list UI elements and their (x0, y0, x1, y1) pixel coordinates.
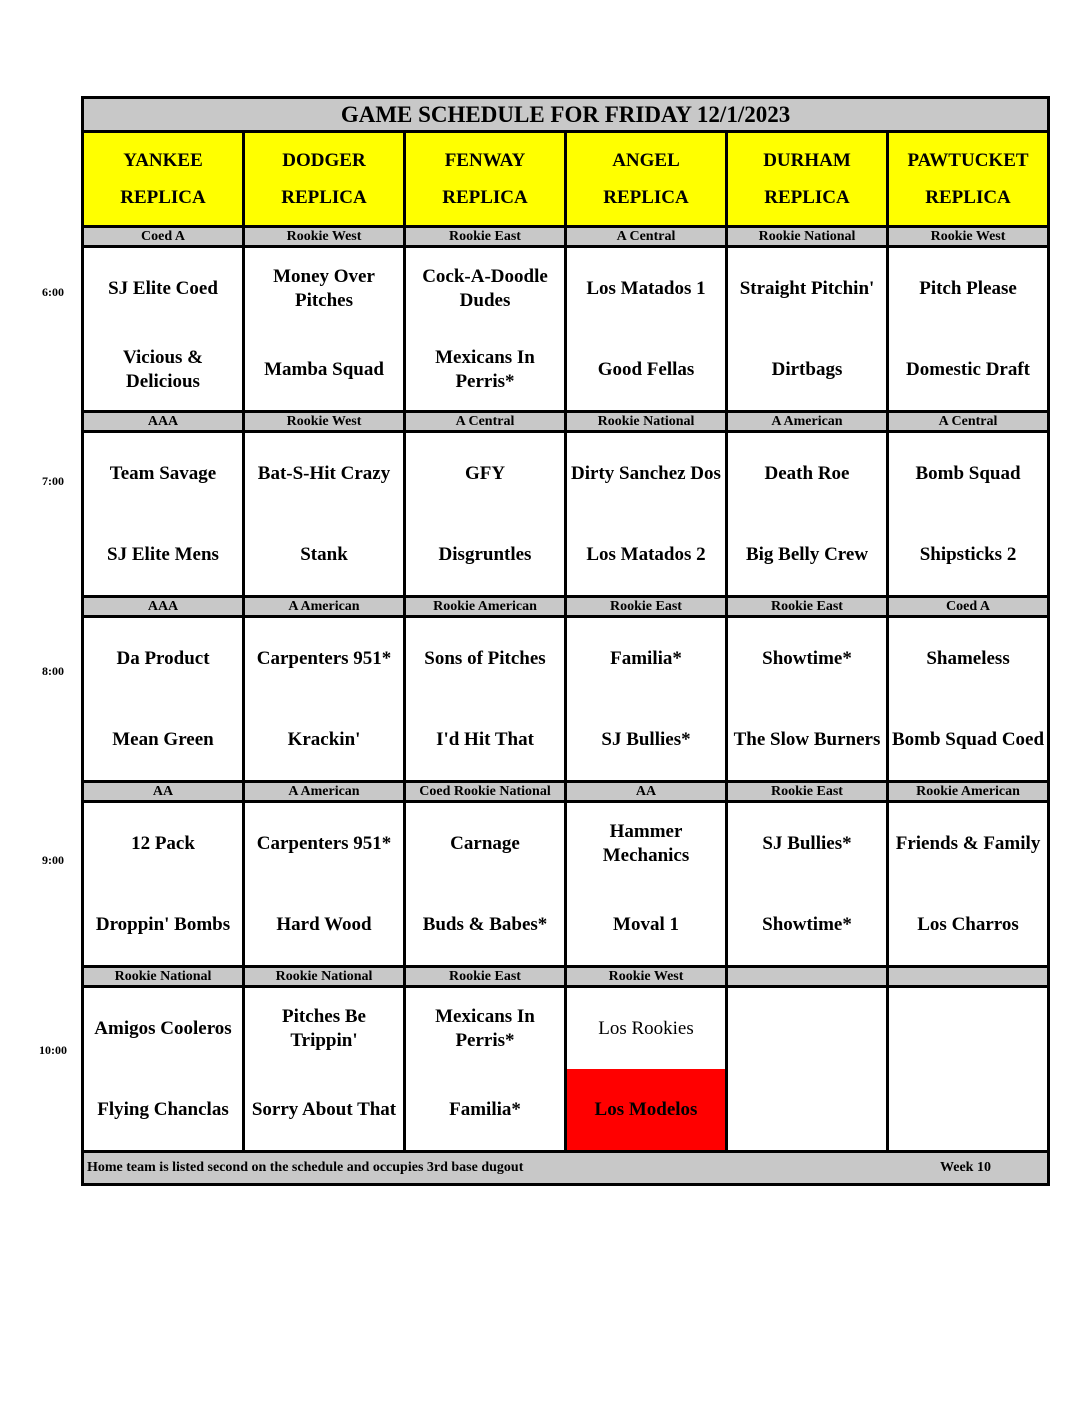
league-label: AA (83, 782, 244, 802)
game-cell (244, 432, 405, 597)
game-cell (727, 617, 888, 782)
home-team: Domestic Draft (906, 358, 1031, 380)
game-cell (566, 802, 727, 967)
field-header (405, 132, 566, 227)
away-team: Straight Pitchin' (739, 277, 875, 299)
league-label: Rookie East (405, 967, 566, 987)
away-team: Los Rookies (598, 1017, 694, 1039)
league-label: Rookie East (405, 227, 566, 247)
game-cell (566, 987, 727, 1152)
league-label: Rookie National (727, 227, 888, 247)
game-cell (566, 432, 727, 597)
home-team-highlighted: Los Modelos (567, 1069, 725, 1150)
away-team: SJ Bullies* (762, 832, 852, 854)
league-label: Rookie American (405, 597, 566, 617)
field-name: PAWTUCKET (907, 150, 1029, 171)
game-cell (83, 802, 244, 967)
league-label: Rookie East (727, 597, 888, 617)
away-team: Mexicans In Perris* (435, 1005, 535, 1051)
schedule-title: GAME SCHEDULE FOR FRIDAY 12/1/2023 (83, 98, 1049, 132)
league-label: A American (244, 782, 405, 802)
home-team: SJ Bullies* (601, 728, 691, 750)
league-label: Rookie National (566, 412, 727, 432)
game-cell (405, 987, 566, 1152)
game-cell (566, 247, 727, 412)
away-team: Los Matados 1 (586, 277, 706, 299)
field-sub: REPLICA (281, 187, 367, 208)
game-cell (888, 802, 1049, 967)
league-label: Coed Rookie National (405, 782, 566, 802)
league-label: Rookie East (727, 782, 888, 802)
game-row (83, 987, 1049, 1152)
league-label: Coed A (888, 597, 1049, 617)
home-team: Moval 1 (613, 913, 679, 935)
home-team: Vicious & Delicious (122, 346, 204, 392)
away-team: Familia* (610, 647, 682, 669)
league-row (83, 967, 1049, 987)
home-team: Showtime* (762, 913, 852, 935)
footer-row (83, 1152, 1049, 1185)
week-label: Week 10 (940, 1160, 991, 1175)
league-label: Rookie West (888, 227, 1049, 247)
field-name: ANGEL (612, 150, 680, 171)
home-team: I'd Hit That (436, 728, 534, 750)
home-team: Mexicans In Perris* (435, 346, 535, 392)
home-team: Mamba Squad (264, 358, 384, 380)
field-header (566, 132, 727, 227)
home-team: Buds & Babes* (422, 913, 548, 935)
field-sub: REPLICA (120, 187, 206, 208)
away-team: Pitch Please (919, 277, 1017, 299)
league-label: A Central (566, 227, 727, 247)
away-team (889, 988, 1047, 1069)
home-team: The Slow Burners (733, 728, 881, 750)
game-cell (727, 247, 888, 412)
home-team: Familia* (449, 1098, 521, 1120)
league-label: Rookie West (244, 227, 405, 247)
league-label: AA (566, 782, 727, 802)
away-team: Money Over Pitches (273, 265, 375, 311)
league-label: AAA (83, 412, 244, 432)
game-cell (405, 617, 566, 782)
game-cell (83, 432, 244, 597)
field-header (83, 132, 244, 227)
game-cell (83, 247, 244, 412)
game-cell (566, 617, 727, 782)
league-label: Rookie West (566, 967, 727, 987)
home-team: Los Matados 2 (586, 543, 706, 565)
field-name: FENWAY (444, 150, 526, 171)
away-team: Bomb Squad (915, 462, 1021, 484)
away-team: Carpenters 951* (256, 647, 392, 669)
home-team: Krackin' (287, 728, 361, 750)
away-team: Friends & Family (895, 832, 1041, 854)
home-team: Big Belly Crew (745, 543, 869, 565)
game-cell (405, 247, 566, 412)
field-header-row (83, 132, 1049, 227)
field-sub: REPLICA (603, 187, 689, 208)
league-row (83, 782, 1049, 802)
away-team: SJ Elite Coed (108, 277, 218, 299)
league-label: A American (244, 597, 405, 617)
home-team: Shipsticks 2 (919, 543, 1017, 565)
game-cell (888, 247, 1049, 412)
league-row (83, 412, 1049, 432)
away-team: Carnage (450, 832, 520, 854)
field-header (727, 132, 888, 227)
schedule-table (81, 96, 1050, 1186)
league-row (83, 227, 1049, 247)
home-team: Dirtbags (771, 358, 843, 380)
home-team: Flying Chanclas (97, 1098, 229, 1120)
field-name: YANKEE (123, 150, 203, 171)
league-label: AAA (83, 597, 244, 617)
home-team: Stank (300, 543, 348, 565)
home-team (728, 1069, 886, 1150)
home-team: Disgruntles (438, 543, 532, 565)
game-row (83, 617, 1049, 782)
league-label (888, 967, 1049, 987)
time-label-9: 9:00 (42, 853, 64, 867)
home-team: SJ Elite Mens (107, 543, 219, 565)
away-team: Pitches Be Trippin' (282, 1005, 366, 1051)
league-label: A Central (888, 412, 1049, 432)
game-cell (244, 802, 405, 967)
home-team: Good Fellas (597, 358, 695, 380)
away-team: Death Roe (764, 462, 850, 484)
time-label-7: 7:00 (42, 474, 64, 488)
game-cell (888, 617, 1049, 782)
league-label: Rookie National (83, 967, 244, 987)
league-label: Coed A (83, 227, 244, 247)
game-cell (405, 802, 566, 967)
home-team (889, 1069, 1047, 1150)
home-team: Hard Wood (276, 913, 372, 935)
league-label (727, 967, 888, 987)
league-label: Rookie East (566, 597, 727, 617)
game-cell (888, 432, 1049, 597)
away-team: Shameless (926, 647, 1010, 669)
field-sub: REPLICA (925, 187, 1011, 208)
footer (83, 1152, 1049, 1185)
away-team: Hammer Mechanics (602, 820, 690, 866)
home-team: Droppin' Bombs (95, 913, 231, 935)
league-label: A Central (405, 412, 566, 432)
away-team (728, 988, 886, 1069)
away-team: Team Savage (109, 462, 217, 484)
away-team: Carpenters 951* (256, 832, 392, 854)
field-name: DODGER (282, 150, 366, 171)
game-cell-empty (888, 987, 1049, 1152)
game-cell (727, 432, 888, 597)
league-label: A American (727, 412, 888, 432)
league-label: Rookie American (888, 782, 1049, 802)
game-cell-empty (727, 987, 888, 1152)
away-team: Bat-S-Hit Crazy (257, 462, 391, 484)
home-team: Sorry About That (251, 1098, 397, 1120)
game-row (83, 802, 1049, 967)
game-cell (244, 247, 405, 412)
field-sub: REPLICA (764, 187, 850, 208)
game-row (83, 432, 1049, 597)
field-header (244, 132, 405, 227)
away-team: Showtime* (762, 647, 852, 669)
away-team: GFY (464, 462, 506, 484)
game-cell (405, 432, 566, 597)
away-team: Dirty Sanchez Dos (571, 462, 721, 484)
field-name: DURHAM (763, 150, 851, 171)
time-label-6: 6:00 (42, 285, 64, 299)
league-row (83, 597, 1049, 617)
home-team: Bomb Squad Coed (891, 728, 1045, 750)
away-team: Sons of Pitches (424, 647, 546, 669)
game-cell (83, 987, 244, 1152)
time-label-10: 10:00 (39, 1043, 67, 1057)
game-cell (244, 617, 405, 782)
game-row (83, 247, 1049, 412)
home-team: Mean Green (112, 728, 214, 750)
league-label: Rookie National (244, 967, 405, 987)
footer-note: Home team is listed second on the schedule and occupies 3rd base dugout (87, 1160, 524, 1175)
game-cell (244, 987, 405, 1152)
league-label: Rookie West (244, 412, 405, 432)
away-team: Da Product (116, 647, 210, 669)
away-team: 12 Pack (131, 832, 195, 854)
away-team: Cock-A-Doodle Dudes (422, 265, 548, 311)
field-sub: REPLICA (442, 187, 528, 208)
game-cell (727, 802, 888, 967)
away-team: Amigos Cooleros (94, 1017, 232, 1039)
game-cell (83, 617, 244, 782)
home-team: Los Charros (917, 913, 1019, 935)
time-label-8: 8:00 (42, 664, 64, 678)
field-header (888, 132, 1049, 227)
